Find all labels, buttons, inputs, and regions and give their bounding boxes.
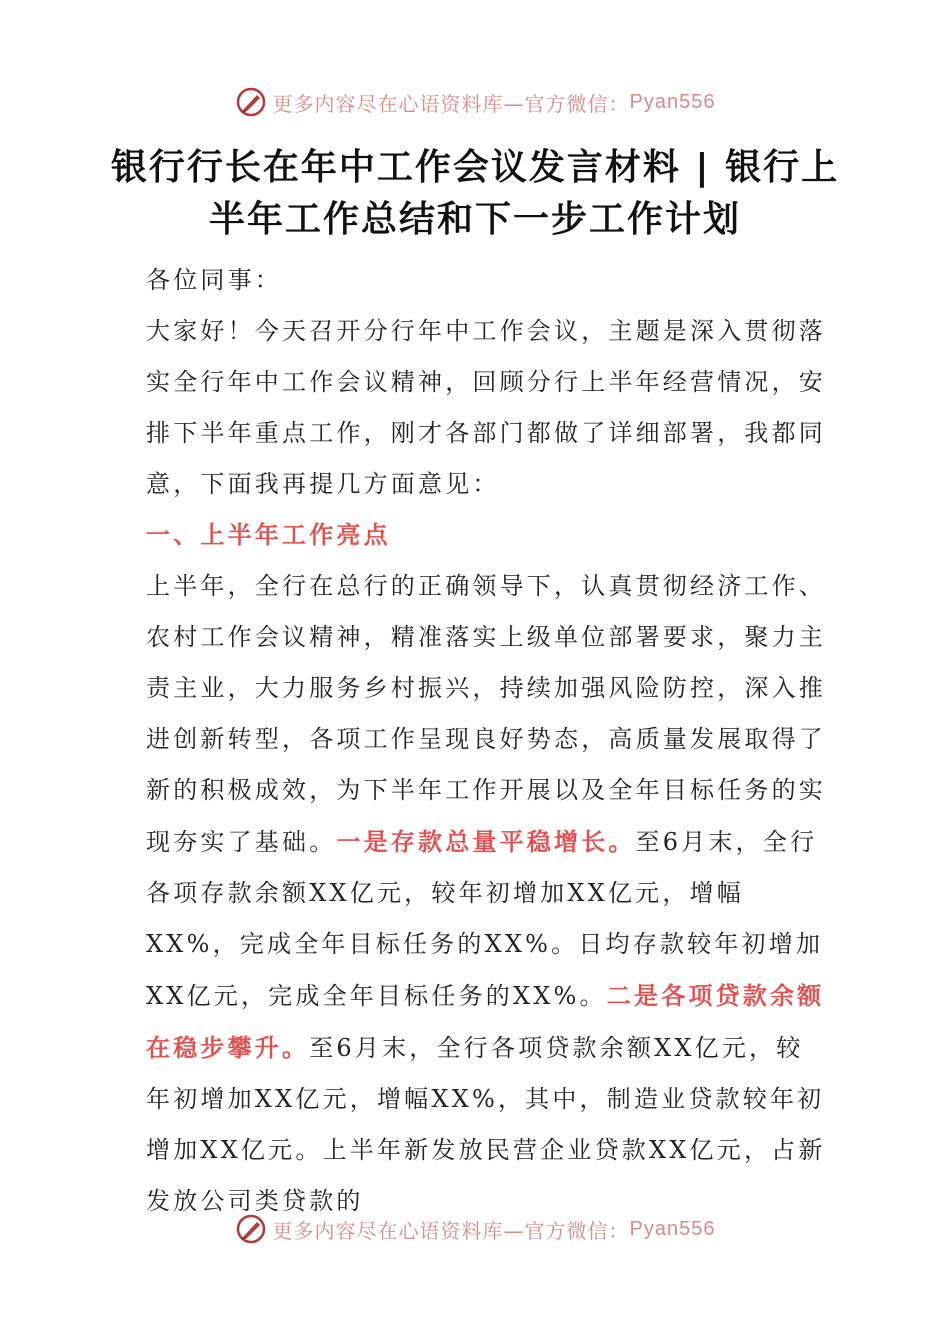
watermark-text: 更多内容尽在心语资料库—官方微信： [272,1218,630,1243]
watermark-top [0,86,950,118]
paragraph-text: 上半年，全行在总行的正确领导下，认真贯彻经济工作、农村工作会议精神，精准落实上级单位部署要求，聚力主责主业，大力服务乡村振兴，持续加强风险防控，深入推进创新转型，各项工作呈现良好势态，高质量发展取得了新的积极成效，为下半年工作开展以及全年目标任务的实现夯实了基础。 [146,572,826,856]
watermark-bottom [0,1213,950,1245]
section-heading: 一、上半年工作亮点 [146,521,391,549]
body-paragraph [146,561,826,1227]
highlight-loans: 二是各项贷款余额在稳步攀升。 [146,981,825,1062]
intro-paragraph: 大家好！今天召开分行年中工作会议，主题是深入贯彻落实全行年中工作会议精神，回顾分行上半年经营情况，安排下半年重点工作，刚才各部门都做了详细部署，我都同意，下面我再提几方面意见： [146,317,826,498]
document-body [146,255,826,1227]
greeting: 各位同事： [146,266,282,294]
paragraph-text: 至6月末，全行各项贷款余额XX亿元，较年初增加XX亿元，增幅XX%，其中，制造业贷款较年初增加XX亿元。上半年新发放民营企业贷款XX亿元，占新发放公司类贷款的 [146,1034,826,1215]
watermark-wechat-id: Pyan556 [629,90,716,113]
pen-circle-icon [235,1213,267,1245]
document-title: 银行行长在年中工作会议发言材料 | 银行上半年工作总结和下一步工作计划 [110,147,840,240]
paragraph-text: 至6月末，全行各项存款余额XX亿元，较年初增加XX亿元，增幅XX%，完成全年目标任务的XX%。日均存款较年初增加XX亿元，完成全年目标任务的XX%。 [146,828,824,1010]
watermark-text: 更多内容尽在心语资料库—官方微信： [272,91,630,116]
pen-circle-icon [235,86,267,118]
highlight-deposit: 一是存款总量平稳增长。 [336,827,636,856]
watermark-wechat-id: Pyan556 [629,1217,716,1240]
